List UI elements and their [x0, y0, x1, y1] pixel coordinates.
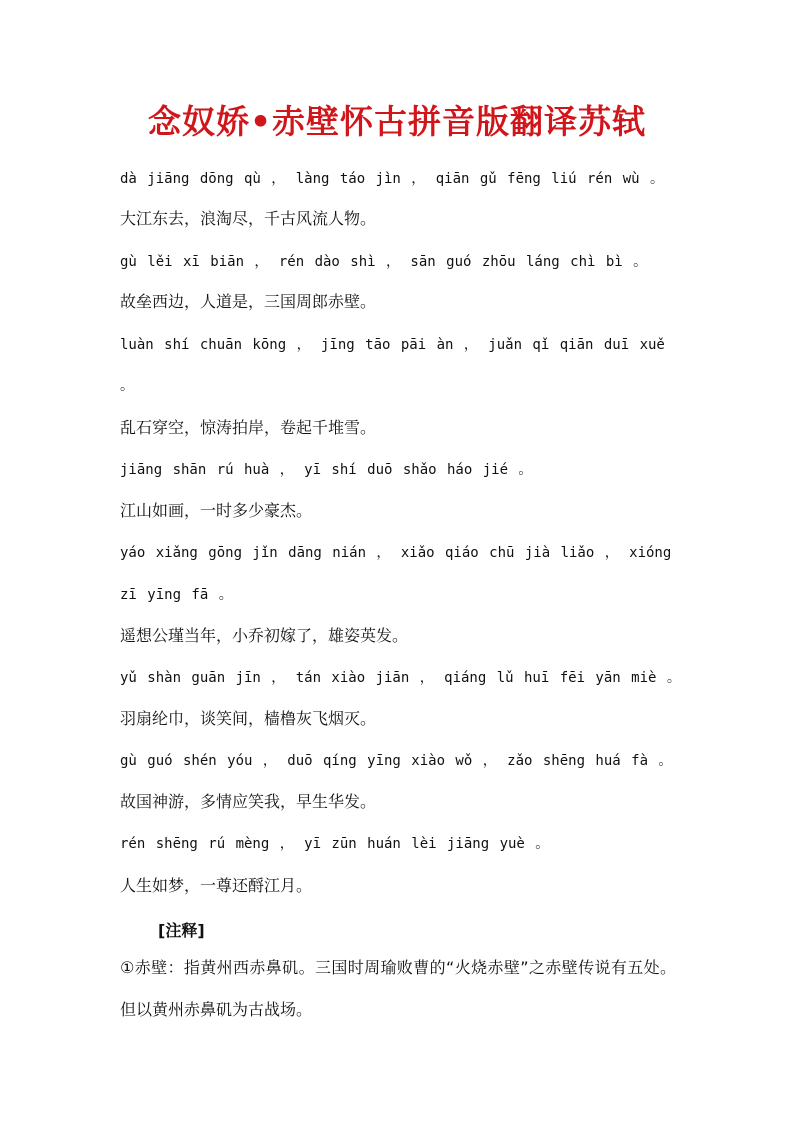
verse-line-6: 羽扇纶巾，谈笑间，樯橹灰飞烟灭。 [120, 709, 377, 728]
page-title: 念奴娇•赤壁怀古拼音版翻译苏轼 [147, 102, 647, 141]
pinyin-line-7: gù guó shén yóu ， duō qíng yīng xiào wǒ ， zǎo shēng huá fà 。 [120, 753, 673, 769]
verse-line-4: 江山如画，一时多少豪杰。 [120, 501, 313, 520]
pinyin-line-3: luàn shí chuān kōng ， jīng tāo pāi àn ， juǎn qǐ qiān duī xuě [120, 337, 665, 353]
verse-line-3: 乱石穿空，惊涛拍岸，卷起千堆雪。 [120, 418, 377, 437]
pinyin-line-5: yáo xiǎng gōng jǐn dāng nián ， xiǎo qiáo chū jià liǎo ， xióng [120, 545, 672, 561]
pinyin-line-1: dà jiāng dōng qù ， làng táo jìn ， qiān gǔ fēng liú rén wù 。 [120, 171, 665, 187]
verse-line-1: 大江东去，浪淘尽，千古风流人物。 [120, 209, 377, 228]
verse-line-7: 故国神游，多情应笑我，早生华发。 [120, 792, 377, 811]
note-1: ①赤壁：指黄州西赤鼻矶。三国时周瑜败曹的“火烧赤壁”之赤壁传说有五处。但以黄州赤鼻矶为古战场。 [120, 958, 676, 1019]
pinyin-line-6: yǔ shàn guān jīn ， tán xiào jiān ， qiáng lǔ huī fēi yān miè 。 [120, 670, 681, 686]
pinyin-line-8: rén shēng rú mèng ， yī zūn huán lèi jiāng yuè 。 [120, 836, 550, 852]
verse-line-5: 遥想公瑾当年，小乔初嫁了，雄姿英发。 [120, 626, 409, 645]
pinyin-line-2: gù lěi xī biān ， rén dào shì ， sān guó zhōu láng chì bì 。 [120, 254, 648, 270]
pinyin-line-4: jiāng shān rú huà ， yī shí duō shǎo háo jié 。 [120, 462, 533, 478]
pinyin-line-3-continuation: 。 [120, 378, 134, 394]
notes-heading: [注释] [158, 921, 205, 940]
verse-line-8: 人生如梦，一尊还酹江月。 [120, 876, 313, 895]
pinyin-line-5-continuation: zī yīng fā 。 [120, 587, 233, 603]
verse-line-2: 故垒西边，人道是，三国周郎赤壁。 [120, 292, 377, 311]
